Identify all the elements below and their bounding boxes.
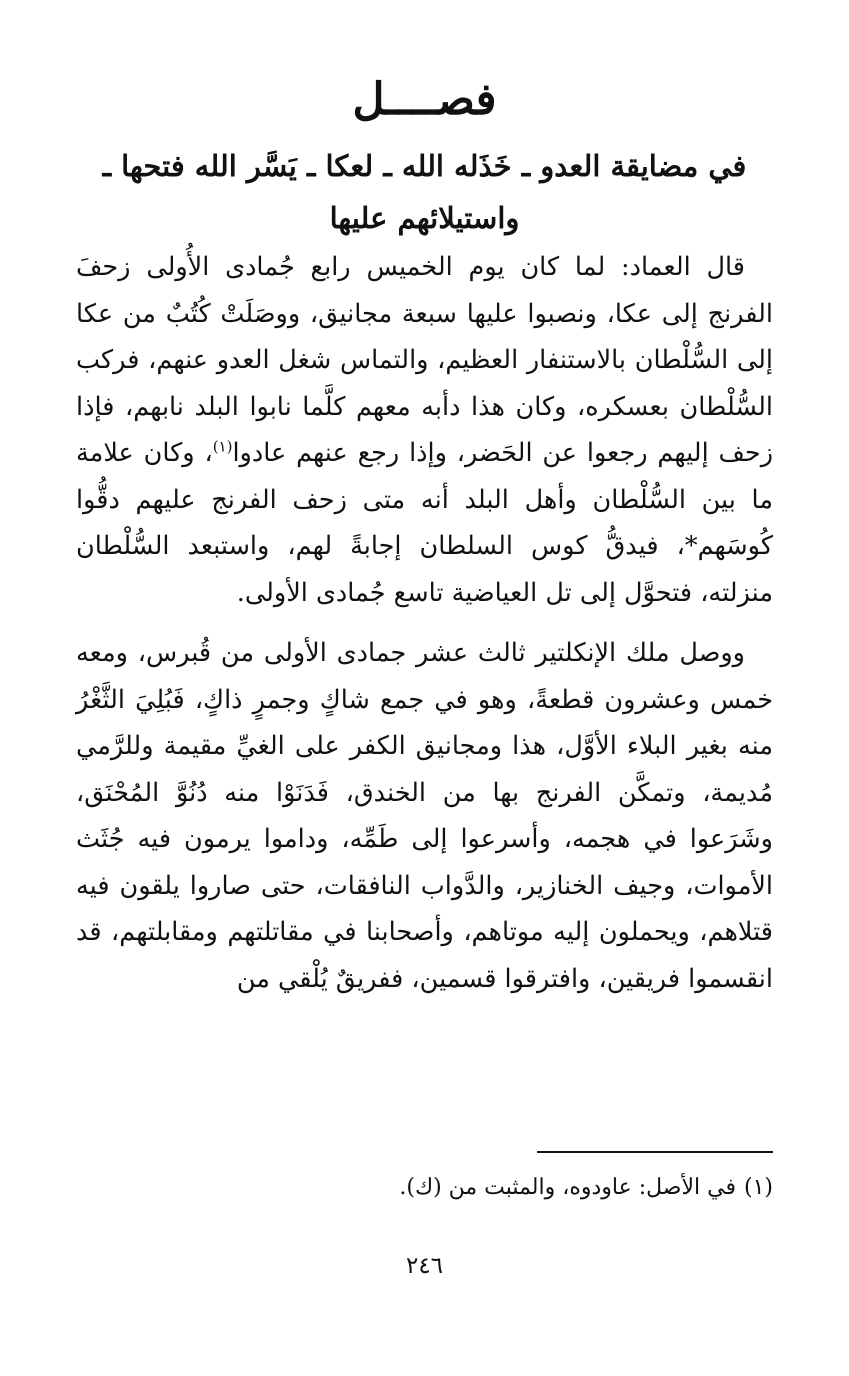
section-title: فصــــل — [352, 74, 497, 125]
footnote-number: (١) — [743, 1175, 773, 1200]
section-subtitle — [60, 140, 789, 244]
main-text — [76, 244, 773, 1002]
footnote-reference: (١) — [212, 437, 233, 456]
footnote-separator — [537, 1151, 773, 1153]
paragraph-1-part-b: ، وكان علامة ما بين السُّلْطان وأهل البلد أنه متى زحف الفرنج عليهم دقُّوا كُوسَهم*، فيدقُّ كوس السلطان إجابةً لهم، واستبعد السُّلْطان منزلته، فتحوَّل إلى تل العياضية تاسع جُمادى الأولى. — [76, 438, 773, 608]
paragraph-2: ووصل ملك الإنكلتير ثالث عشر جمادى الأولى من قُبرس، ومعه خمس وعشرون قطعةً، وهو في جمع شاكٍ وجمرٍ ذاكٍ، فَبُلِيَ الثَّغْرُ منه بغير البلاء الأوَّل، هذا ومجانيق الكفر على الغيِّ مقيمة وللرَّمي مُديمة، وتمكَّن الفرنج بها من الخندق، فَدَنَوْا منه دُنُوَّ المُحْنَق، وشَرَعوا في هجمه، وأسرعوا إلى طَمِّه، وداموا يرمون فيه جُثَث الأموات، وجيف الخنازير، والدَّواب النافقات، حتى صاروا يلقون فيه قتلاهم، ويحملون إليه موتاهم، وأصحابنا في مقاتلتهم ومقابلتهم، قد انقسموا فريقين، وافترقوا قسمين، ففريقٌ يُلْقي من — [76, 638, 773, 994]
paragraph-1 — [76, 244, 773, 616]
paragraph-1-part-a: قال العماد: لما كان يوم الخميس رابع جُمادى الأُولى زحفَ الفرنج إلى عكا، ونصبوا عليها سبعة مجانيق، ووصَلَتْ كُتُبٌ من عكا إلى السُّلْطان بالاستنفار العظيم، والتماس شغل العدو عنهم، فركب السُّلْطان بعسكره، وكان هذا دأبه معهم كلَّما نابوا البلد نابهم، فإذا زحف إليهم رجعوا عن الحَضر، وإذا رجع عنهم عادوا — [76, 252, 774, 468]
subtitle-line-2: واستيلائهم عليها — [329, 201, 520, 235]
footnote-text: في الأصل: عاودوه، والمثبت من (ك). — [399, 1175, 736, 1200]
page-number: ٢٤٦ — [405, 1253, 444, 1279]
subtitle-line-1: في مضايقة العدو ـ خَذَله الله ـ لعكا ـ يَسَّر الله فتحها ـ — [102, 149, 747, 183]
footnote — [76, 1170, 773, 1206]
